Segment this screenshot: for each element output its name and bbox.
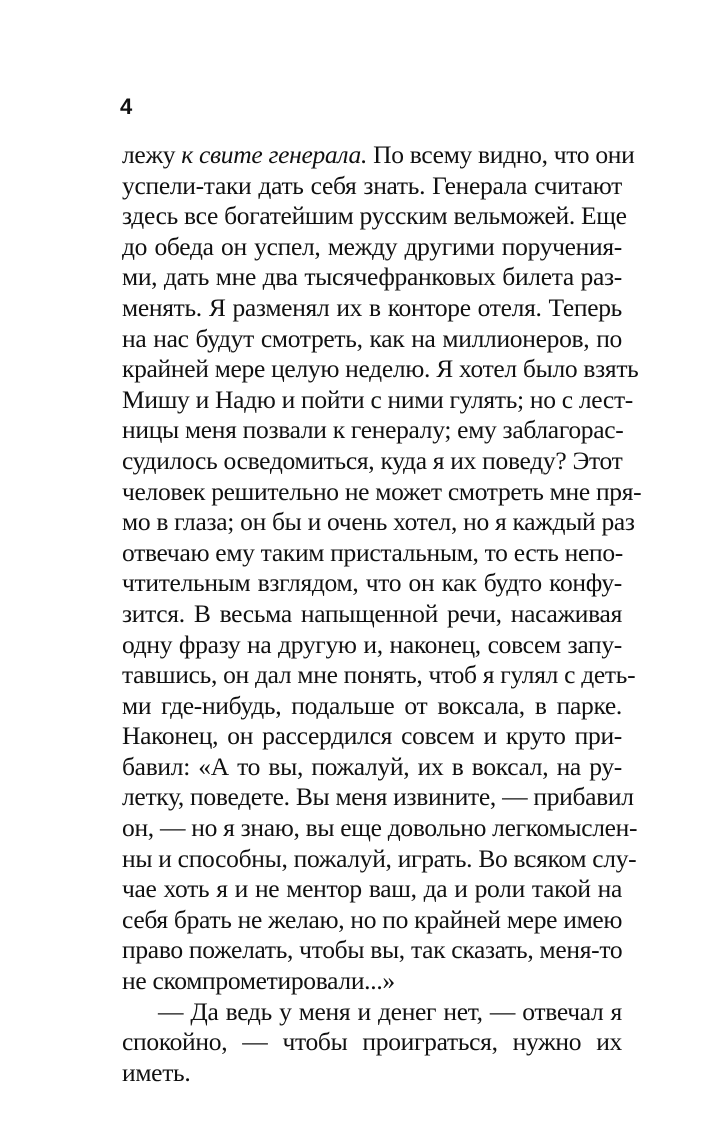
text-line: мо в глаза; он бы и очень хотел, но я каждый раз [122, 507, 635, 537]
text-span: По всему видно, что они [367, 140, 635, 169]
text-line: летку, поведете. Вы меня извините, — прибавил [122, 782, 634, 812]
text-line: менять. Я разменял их в конторе отеля. Теперь [122, 292, 622, 322]
text-line: крайней мере целую неделю. Я хотел было взять [122, 354, 639, 384]
text-line: чтительным взглядом, что он как будто конфу- [122, 568, 622, 598]
text-line: право пожелать, чтобы вы, так сказать, меня-то [122, 935, 623, 965]
text-line [122, 140, 635, 171]
text-line: Наконец, он рассердился совсем и круто при- [122, 721, 622, 751]
text-line: себя брать не желаю, но по крайней мере имею [122, 904, 623, 934]
text-line: иметь. [122, 1057, 191, 1087]
text-line: судилось осведомиться, куда я их поведу? Этот [122, 445, 623, 475]
text-line: бавил: «А то вы, пожалуй, их в воксал, на ру- [122, 751, 622, 781]
text-line: он, — но я знаю, вы еще довольно легкомыслен- [122, 813, 638, 843]
text-line: ны и способны, пожалуй, играть. Во всяком слу- [122, 843, 637, 873]
text-line: на нас будут смотреть, как на миллионеров, по [122, 323, 622, 353]
text-line: здесь все богатейшим русским вельможей. Еще [122, 201, 627, 231]
text-line: тавшись, он дал мне понять, чтоб я гулял с деть- [122, 660, 636, 690]
text-line: спокойно, — чтобы проиграться, нужно их [122, 1027, 622, 1057]
text-line: успели-таки дать себя знать. Генерала считают [122, 170, 622, 200]
text-line: человек решительно не может смотреть мне пря- [122, 476, 642, 506]
text-line: одну фразу на другую и, наконец, совсем запу- [122, 629, 622, 659]
text-line: ми, дать мне два тысячефранковых билета раз- [122, 262, 622, 292]
text-line: Мишу и Надю и пойти с ними гулять; но с лест- [122, 384, 633, 414]
text-span: лежу [122, 140, 182, 169]
text-line: не скомпрометировали...» [122, 966, 395, 996]
text-line: ми где-нибудь, подальше от воксала, в парке. [122, 690, 622, 720]
body-text [122, 140, 642, 1088]
italic-emphasis: к свите генерала. [181, 140, 368, 169]
text-line: зится. В весьма напыщенной речи, насаживая [122, 598, 622, 628]
text-line: до обеда он успел, между другими поручения- [122, 231, 622, 261]
text-line: чае хоть я и не ментор ваш, да и роли такой на [122, 874, 622, 904]
page-number: 4 [120, 94, 133, 119]
text-line: — Да ведь у меня и денег нет, — отвечал я [158, 996, 622, 1026]
text-line: ницы меня позвали к генералу; ему заблагорас- [122, 415, 624, 445]
text-line: отвечаю ему таким пристальным, то есть непо- [122, 537, 623, 567]
